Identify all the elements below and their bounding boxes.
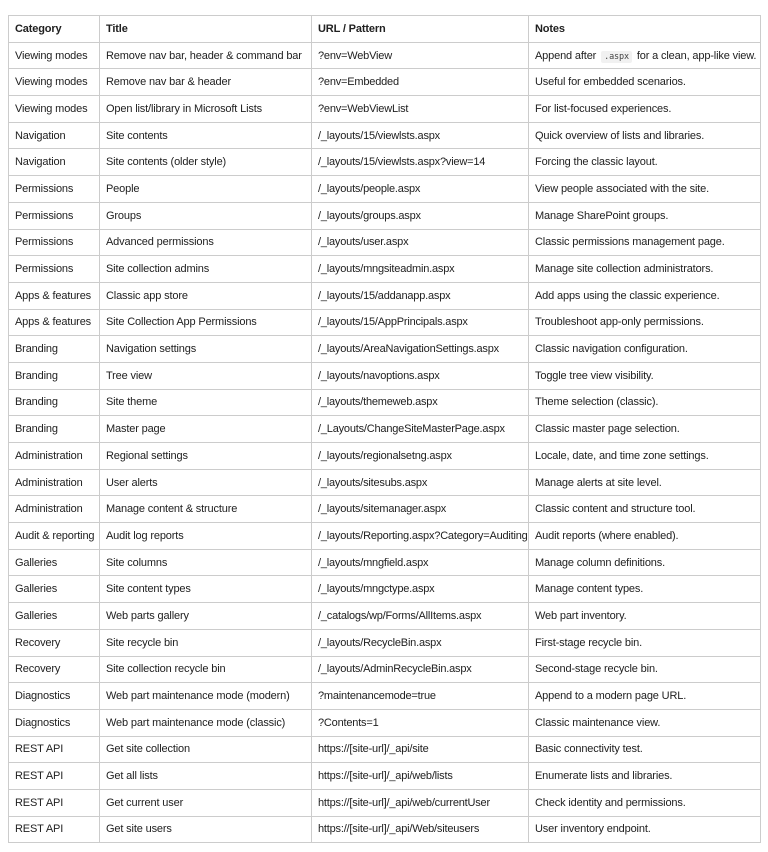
cell-category: Recovery xyxy=(9,656,100,683)
table-row xyxy=(9,229,761,256)
cell-notes: Audit reports (where enabled). xyxy=(529,523,761,550)
cell-notes: Append to a modern page URL. xyxy=(529,683,761,710)
table-body xyxy=(9,42,761,843)
cell-category: Permissions xyxy=(9,176,100,203)
cell-notes: Add apps using the classic experience. xyxy=(529,282,761,309)
table-row xyxy=(9,443,761,470)
cell-category: Branding xyxy=(9,362,100,389)
cell-url: /_layouts/AdminRecycleBin.aspx xyxy=(312,656,529,683)
cell-category: Permissions xyxy=(9,229,100,256)
table-row xyxy=(9,42,761,69)
cell-title: Get all lists xyxy=(100,763,312,790)
cell-url: /_layouts/mngfield.aspx xyxy=(312,549,529,576)
cell-title: Master page xyxy=(100,416,312,443)
cell-title: Web part maintenance mode (classic) xyxy=(100,709,312,736)
header-title: Title xyxy=(100,16,312,43)
cell-notes: Troubleshoot app-only permissions. xyxy=(529,309,761,336)
cell-url: /_layouts/mngsiteadmin.aspx xyxy=(312,256,529,283)
cell-url: /_layouts/themeweb.aspx xyxy=(312,389,529,416)
cell-notes: Classic maintenance view. xyxy=(529,709,761,736)
table-row xyxy=(9,656,761,683)
cell-title: Remove nav bar & header xyxy=(100,69,312,96)
cell-url: /_layouts/sitesubs.aspx xyxy=(312,469,529,496)
cell-notes: Append after .aspx for a clean, app-like view. xyxy=(529,42,761,69)
cell-url: ?env=WebView xyxy=(312,42,529,69)
cell-category: REST API xyxy=(9,816,100,843)
cell-url: ?env=WebViewList xyxy=(312,96,529,123)
cell-category: Administration xyxy=(9,443,100,470)
cell-title: Site collection admins xyxy=(100,256,312,283)
header-notes: Notes xyxy=(529,16,761,43)
cell-title: Web parts gallery xyxy=(100,603,312,630)
table-row xyxy=(9,789,761,816)
cell-category: Recovery xyxy=(9,629,100,656)
cell-title: Get current user xyxy=(100,789,312,816)
cell-url: /_layouts/15/addanapp.aspx xyxy=(312,282,529,309)
cell-notes: Locale, date, and time zone settings. xyxy=(529,443,761,470)
cell-category: Administration xyxy=(9,469,100,496)
cell-title: Navigation settings xyxy=(100,336,312,363)
cell-category: Branding xyxy=(9,416,100,443)
cell-category: Diagnostics xyxy=(9,683,100,710)
cell-title: Open list/library in Microsoft Lists xyxy=(100,96,312,123)
table-header xyxy=(9,16,761,43)
cell-notes: Manage site collection administrators. xyxy=(529,256,761,283)
cell-title: Site theme xyxy=(100,389,312,416)
cell-url: /_layouts/regionalsetng.aspx xyxy=(312,443,529,470)
cell-title: Audit log reports xyxy=(100,523,312,550)
table-row xyxy=(9,202,761,229)
cell-url: /_layouts/15/viewlsts.aspx?view=14 xyxy=(312,149,529,176)
cell-notes: First-stage recycle bin. xyxy=(529,629,761,656)
cell-title: Classic app store xyxy=(100,282,312,309)
cell-url: /_layouts/AreaNavigationSettings.aspx xyxy=(312,336,529,363)
table-row xyxy=(9,816,761,843)
cell-notes: View people associated with the site. xyxy=(529,176,761,203)
table-row xyxy=(9,683,761,710)
header-row xyxy=(9,16,761,43)
table-row xyxy=(9,549,761,576)
cell-category: Viewing modes xyxy=(9,96,100,123)
cell-notes: Check identity and permissions. xyxy=(529,789,761,816)
cell-url: /_layouts/mngctype.aspx xyxy=(312,576,529,603)
cell-title: Site recycle bin xyxy=(100,629,312,656)
cell-url: /_Layouts/ChangeSiteMasterPage.aspx xyxy=(312,416,529,443)
cell-notes: Manage SharePoint groups. xyxy=(529,202,761,229)
cell-title: Regional settings xyxy=(100,443,312,470)
table-row xyxy=(9,736,761,763)
cell-category: Branding xyxy=(9,336,100,363)
cell-title: Site columns xyxy=(100,549,312,576)
cell-notes: Quick overview of lists and libraries. xyxy=(529,122,761,149)
cell-notes: Classic permissions management page. xyxy=(529,229,761,256)
cell-title: Advanced permissions xyxy=(100,229,312,256)
table-row xyxy=(9,256,761,283)
cell-title: Remove nav bar, header & command bar xyxy=(100,42,312,69)
cell-notes: Second-stage recycle bin. xyxy=(529,656,761,683)
cell-title: Site collection recycle bin xyxy=(100,656,312,683)
cell-notes: Enumerate lists and libraries. xyxy=(529,763,761,790)
cell-title: Manage content & structure xyxy=(100,496,312,523)
table-row xyxy=(9,362,761,389)
cell-notes: Classic navigation configuration. xyxy=(529,336,761,363)
cell-notes: Manage alerts at site level. xyxy=(529,469,761,496)
header-url-pattern: URL / Pattern xyxy=(312,16,529,43)
table-row xyxy=(9,763,761,790)
cell-category: Galleries xyxy=(9,603,100,630)
cell-category: Viewing modes xyxy=(9,69,100,96)
cell-url: ?env=Embedded xyxy=(312,69,529,96)
cell-category: Permissions xyxy=(9,256,100,283)
table-row xyxy=(9,389,761,416)
header-category: Category xyxy=(9,16,100,43)
table-row xyxy=(9,576,761,603)
table-row xyxy=(9,96,761,123)
cell-notes: Classic content and structure tool. xyxy=(529,496,761,523)
cell-url: https://[site-url]/_api/web/currentUser xyxy=(312,789,529,816)
cell-url: https://[site-url]/_api/Web/siteusers xyxy=(312,816,529,843)
cell-notes: Manage content types. xyxy=(529,576,761,603)
table-row xyxy=(9,149,761,176)
cell-category: REST API xyxy=(9,763,100,790)
cell-url: ?Contents=1 xyxy=(312,709,529,736)
cell-category: Navigation xyxy=(9,122,100,149)
table-row xyxy=(9,176,761,203)
cell-category: Audit & reporting xyxy=(9,523,100,550)
cell-url: ?maintenancemode=true xyxy=(312,683,529,710)
cell-notes: For list-focused experiences. xyxy=(529,96,761,123)
table-row xyxy=(9,309,761,336)
cell-category: REST API xyxy=(9,736,100,763)
cell-url: https://[site-url]/_api/web/lists xyxy=(312,763,529,790)
cell-category: Administration xyxy=(9,496,100,523)
cell-category: Viewing modes xyxy=(9,42,100,69)
cell-url: https://[site-url]/_api/site xyxy=(312,736,529,763)
table-row xyxy=(9,603,761,630)
cell-category: Branding xyxy=(9,389,100,416)
table-row xyxy=(9,69,761,96)
cell-notes: Classic master page selection. xyxy=(529,416,761,443)
cell-url: /_layouts/sitemanager.aspx xyxy=(312,496,529,523)
cell-url: /_layouts/15/viewlsts.aspx xyxy=(312,122,529,149)
cell-notes: Forcing the classic layout. xyxy=(529,149,761,176)
cell-title: Web part maintenance mode (modern) xyxy=(100,683,312,710)
cell-url: /_layouts/15/AppPrincipals.aspx xyxy=(312,309,529,336)
cell-url: /_layouts/navoptions.aspx xyxy=(312,362,529,389)
table-row xyxy=(9,523,761,550)
table-row xyxy=(9,122,761,149)
reference-table xyxy=(8,15,761,843)
cell-category: Galleries xyxy=(9,576,100,603)
cell-url: /_layouts/RecycleBin.aspx xyxy=(312,629,529,656)
cell-url: /_layouts/Reporting.aspx?Category=Auditing xyxy=(312,523,529,550)
cell-title: User alerts xyxy=(100,469,312,496)
cell-notes: Web part inventory. xyxy=(529,603,761,630)
cell-notes: Theme selection (classic). xyxy=(529,389,761,416)
table-row xyxy=(9,336,761,363)
cell-category: Permissions xyxy=(9,202,100,229)
cell-notes: Useful for embedded scenarios. xyxy=(529,69,761,96)
cell-title: Site Collection App Permissions xyxy=(100,309,312,336)
cell-notes: Basic connectivity test. xyxy=(529,736,761,763)
table-row xyxy=(9,629,761,656)
cell-title: Groups xyxy=(100,202,312,229)
cell-title: Site contents (older style) xyxy=(100,149,312,176)
cell-title: Site content types xyxy=(100,576,312,603)
table-row xyxy=(9,282,761,309)
inline-code-chip: .aspx xyxy=(601,51,632,63)
cell-notes: Manage column definitions. xyxy=(529,549,761,576)
cell-category: Diagnostics xyxy=(9,709,100,736)
cell-url: /_layouts/groups.aspx xyxy=(312,202,529,229)
table-row xyxy=(9,416,761,443)
table-row xyxy=(9,709,761,736)
cell-url: /_layouts/user.aspx xyxy=(312,229,529,256)
cell-title: Site contents xyxy=(100,122,312,149)
cell-title: Get site collection xyxy=(100,736,312,763)
cell-category: Apps & features xyxy=(9,309,100,336)
cell-url: /_layouts/people.aspx xyxy=(312,176,529,203)
cell-notes: Toggle tree view visibility. xyxy=(529,362,761,389)
cell-title: Get site users xyxy=(100,816,312,843)
cell-category: Navigation xyxy=(9,149,100,176)
cell-notes: User inventory endpoint. xyxy=(529,816,761,843)
cell-category: Apps & features xyxy=(9,282,100,309)
cell-category: Galleries xyxy=(9,549,100,576)
table-row xyxy=(9,496,761,523)
table-row xyxy=(9,469,761,496)
cell-title: People xyxy=(100,176,312,203)
cell-url: /_catalogs/wp/Forms/AllItems.aspx xyxy=(312,603,529,630)
cell-title: Tree view xyxy=(100,362,312,389)
cell-category: REST API xyxy=(9,789,100,816)
